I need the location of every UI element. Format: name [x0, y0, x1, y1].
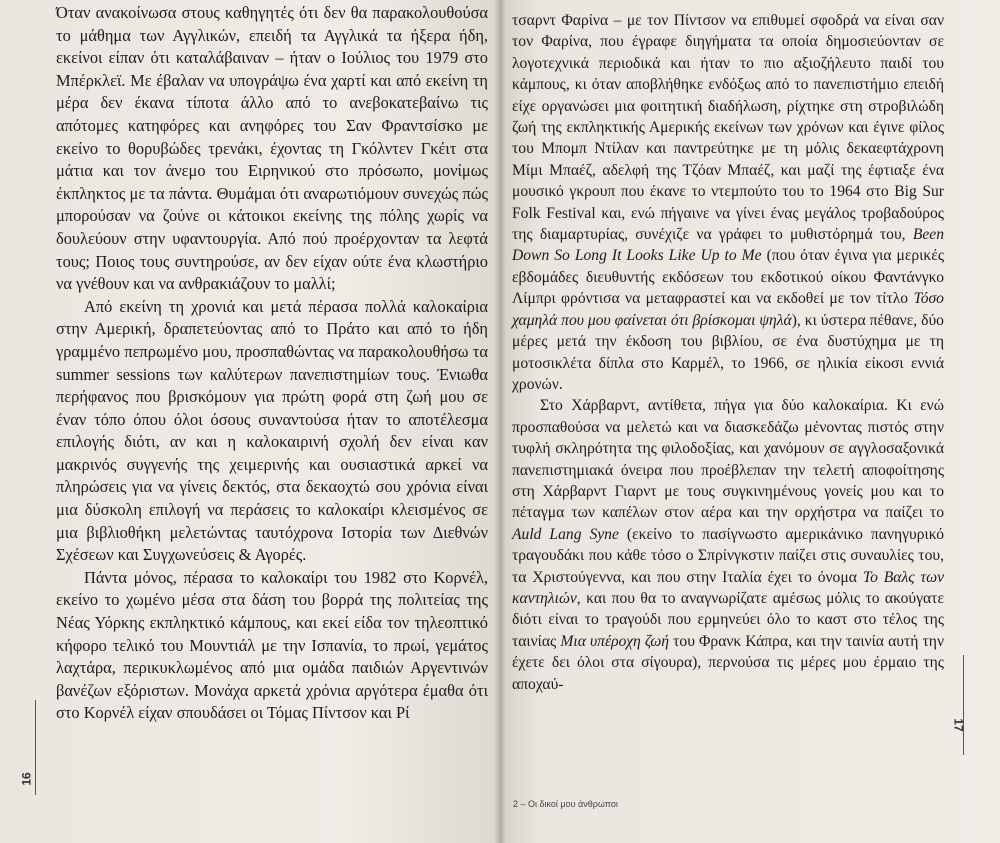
right-page-text — [512, 10, 944, 695]
right-p2-song-title: Auld Lang Syne — [512, 525, 619, 543]
left-page-text — [56, 2, 488, 725]
right-p1-text-2: (που όταν έγινα για μερικές εβδομάδες διευθυντής εκδόσεων του εκδοτικού οίκου Φαντάνγκο Λίμπρι φρόντισα να μεταφραστεί και να εκδοθεί με τον τίτλο — [512, 247, 944, 308]
left-page-number: 16 — [19, 772, 34, 786]
right-p1-translated-title: Τόσο χαμηλά που μου φαίνεται ότι βρίσκομαι ψηλά — [512, 290, 944, 329]
right-p2-song-italian-title: Το Βαλς των καντηλιών — [512, 568, 944, 607]
right-paragraph-2 — [512, 395, 944, 695]
running-footer: 2 – Οι δικοί μου άνθρωποι — [513, 799, 618, 809]
right-page — [500, 0, 1000, 843]
right-margin-rule — [963, 655, 964, 755]
book-gutter — [494, 0, 506, 843]
right-p2-text-3: , και που θα το αναγνωρίζατε αμέσως μόλις το ακούγατε διότι είναι το τραγούδι που ερμηνεύει όλο το καστ στο τέλος της ταινίας — [512, 589, 944, 650]
right-p2-text-2: (εκείνο το πασίγνωστο αμερικάνικο πανηγυρικό τραγουδάκι που κάθε τόσο ο Σπρίνγκστιν παίζει στις συναυλίες του, τα Χριστούγεννα, και που στην Ιταλία έχει το όνομα — [512, 525, 945, 586]
left-paragraph-2: Από εκείνη τη χρονιά και μετά πέρασα πολλά καλοκαίρια στην Αμερική, δραπετεύοντας από το Πράτο και από το ήδη γραμμένο πεπρωμένο μου, προσπαθώντας να παρακολουθήσω τα summer sessions των καλύτερων πανεπιστημίων τους. Ένιωθα περήφανος που βρισκόμουν για πρώτη φορά στη ζωή μου σε έναν τόπο όπου όλοι όσους συναντούσα ήταν το αποτέλεσμα επιλογής διότι, αν και η καλοκαιρινή σχολή δεν είναι καν μακρινός συγγενής της χειμερινής και ουσιαστικά αρκεί να πληρώσεις για να γίνεις δεκτός, στα δεκαοχτώ σου χρόνια είναι μια δύσκολη επιλογή να περάσεις το καλοκαίρι κλεισμένος σε μια βιβλιοθήκη μελετώντας ταυτόχρονα Ιστορία των Διεθνών Σχέσεων και Συγχωνεύσεις & Αγορές. — [56, 296, 488, 565]
left-margin-rule — [35, 700, 36, 795]
right-p1-text-1: τσαρντ Φαρίνα – με τον Πίντσον να επιθυμεί σφοδρά να είναι σαν τον Φαρίνα, που έγραφε διηγήματα τα οποία δημοσιεύονταν σε λογοτεχνικά περιοδικά και ήταν το πιο αξιοζήλευτο παιδί του κάμπους, κι όταν αποβλήθηκε ενδόξως από το πανεπιστήμιο επειδή είχε οργανώσει μια φοιτητική διαδήλωση, ρίχτηκε στη στροβιλώδη ζωή της εκπληκτικής Αμερικής εκείνων των χρόνων και έγινε φίλος του Μπομπ Ντίλαν και παντρεύτηκε με τη μόλις δεκαεφτάχρονη Μίμι Μπαέζ, αδελφή της Τζόαν Μπαέζ, και μαζί της έφτιαξε ένα μουσικό γκρουπ που έκανε το ντεμπούτο του το 1964 στο Big Sur Folk Festival και, ενώ πήγαινε να γίνει ένας μεγάλος τροβαδούρος της διαμαρτυρίας, συνέχιζε να γράφει το μυθιστόρημά του, — [512, 12, 944, 244]
right-page-number: 17 — [951, 718, 966, 732]
right-p2-film-title: Μια υπέροχη ζωή — [560, 632, 669, 650]
right-p2-text-4: του Φρανκ Κάπρα, και την ταινία αυτή την έχετε δει όλοι στα σίγουρα), περνούσα τις μέρες μου έρμαιο της αποχαύ- — [512, 632, 945, 693]
right-p2-text-1: Στο Χάρβαρντ, αντίθετα, πήγα για δύο καλοκαίρια. Κι ενώ προσπαθούσα να μελετώ και να διασκεδάζω μένοντας πιστός στην τυφλή σκληρότητα της φιλοδοξίας, και χανόμουν σε αγγλοσαξονικά πανεπιστημιακά όνειρα που προέβλεπαν την τελετή αποφοίτησης στη Χάρβαρντ Γιαρντ με τους συγκινημένους γονείς μου και το πέταγμα των καπέλων στον αέρα και την ορχήστρα να παίζει το — [512, 397, 944, 522]
right-p1-book-title: Been Down So Long It Looks Like Up to Me — [512, 226, 945, 265]
right-p1-text-3: ), κι ύστερα πέθανε, δύο μέρες μετά την έκδοση του βιβλίου, σε ένα δυστύχημα με τη μοτοσικλέτα δίπλα στο Καρμέλ, το 1966, σε ηλικία είκοσι εννιά χρονών. — [512, 311, 944, 393]
left-paragraph-1: Όταν ανακοίνωσα στους καθηγητές ότι δεν θα παρακολουθούσα το μάθημα των Αγγλικών, επειδή τα Αγγλικά τα ήξερα ήδη, εκείνοι είπαν ότι καταλάβαιναν – ήταν ο Ιούλιος του 1979 στο Μπέρκλεϊ. Με έβαλαν να υπογράψω ένα χαρτί και από εκείνη τη μέρα δεν έκανα τίποτα άλλο από το ανεβοκατεβαίνω τις απότομες κατηφόρες και ανηφόρες του Σαν Φραντσίσκο με εκείνο το θορυβώδες τρενάκι, έχοντας τη Γκόλντεν Γκέιτ στα μάτια και τον άνεμο του Ειρηνικού στο πρόσωπο, μονίμως έκπληκτος με τα πάντα. Θυμάμαι ότι αναρωτιόμουν συνεχώς πώς μπορούσαν να ζούνε οι κάτοικοι εκείνης της πόλης χωρίς να δουλεύουν στην υφαντουργία. Από πού προέρχονταν τα λεφτά τους; Ποιος τους συντηρούσε, αν δεν είχαν ούτε ένα κλωστήριο να γνέθουν και να ανθρακιάζουν το μαλλί; — [56, 3, 488, 294]
left-paragraph-3: Πάντα μόνος, πέρασα το καλοκαίρι του 1982 στο Κορνέλ, εκείνο το χωμένο μέσα στα δάση του βορρά της πολιτείας της Νέας Υόρκης εκπληκτικό κάμπους, και εκεί είδα τον τηλεοπτικό κήφορο τελικό του Μουντιάλ με την Ισπανία, το πρωί, γεμάτος λαχτάρα, περικυκλωμένος από μια ομάδα παιδιών Αργεντινών βανέζων εξόριστων. Μονάχα αρκετά χρόνια αργότερα έμαθα ότι στο Κορνέλ είχαν σπουδάσει οι Τόμας Πίντσον και Ρί — [56, 567, 488, 723]
right-paragraph-1 — [512, 10, 944, 395]
